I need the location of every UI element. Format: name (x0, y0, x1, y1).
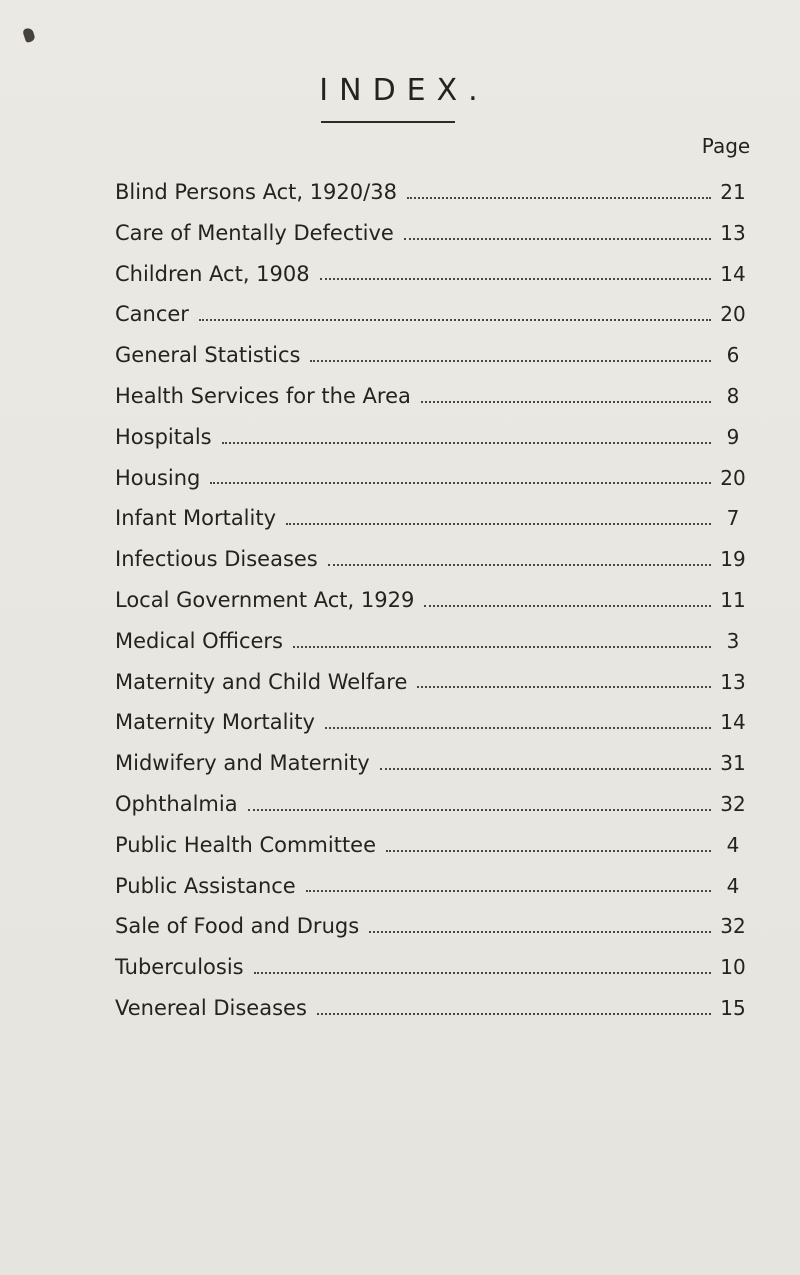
index-entry (115, 254, 755, 295)
index-entry (115, 662, 755, 703)
dot-leader (325, 727, 711, 729)
index-entry (115, 172, 755, 213)
entry-page-number: 3 (726, 628, 740, 653)
entry-label: Midwifery and Maternity (115, 751, 370, 776)
index-entry (115, 743, 755, 784)
entry-label: Cancer (115, 302, 189, 327)
dot-leader (254, 972, 711, 974)
entry-page-number: 13 (720, 220, 746, 245)
entry-page-number: 21 (720, 180, 746, 204)
entry-page-number: 31 (720, 751, 746, 776)
index-entry (115, 580, 755, 621)
dot-leader (320, 278, 711, 280)
entry-page-number: 13 (720, 669, 746, 694)
index-entry (115, 417, 755, 458)
dot-leader (306, 890, 711, 892)
dot-leader (424, 605, 711, 607)
entry-page-number: 10 (720, 955, 746, 980)
index-entry (115, 621, 755, 662)
dot-leader (369, 931, 711, 933)
index-entry (115, 539, 755, 580)
entry-page-number: 19 (720, 547, 746, 572)
entry-label: Infectious Diseases (115, 547, 318, 572)
entry-label: Public Health Committee (115, 832, 377, 857)
entry-page-number: 20 (720, 465, 746, 490)
ink-blot-mark (22, 27, 36, 43)
entry-label: Medical Officers (115, 628, 283, 653)
index-entry (115, 702, 755, 743)
entry-label: Children Act, 1908 (115, 261, 310, 286)
entry-label: Care of Mentally Defective (115, 220, 394, 245)
entry-label: Public Assistance (115, 873, 296, 898)
page-column-heading: Page (701, 134, 751, 158)
index-entry (115, 988, 755, 1029)
entry-label: Maternity and Child Welfare (115, 669, 408, 694)
entry-label: Blind Persons Act, 1920/38 (115, 180, 397, 204)
dot-leader (407, 197, 711, 199)
entry-label: Health Services for the Area (115, 383, 411, 408)
dot-leader (199, 319, 711, 321)
entry-page-number: 4 (726, 832, 740, 857)
entry-label: Venereal Diseases (115, 995, 307, 1020)
index-entry (115, 784, 755, 825)
entry-label: Sale of Food and Drugs (115, 914, 360, 939)
dot-leader (317, 1013, 711, 1015)
entry-label: Tuberculosis (115, 955, 244, 980)
entry-page-number: 8 (726, 383, 740, 408)
title-divider (321, 121, 455, 123)
entry-page-number: 15 (720, 995, 746, 1020)
entry-label: Hospitals (115, 424, 212, 449)
entry-label: Infant Mortality (115, 506, 277, 531)
entry-page-number: 32 (720, 791, 746, 816)
index-entry (115, 906, 755, 947)
dot-leader (248, 809, 711, 811)
dot-leader (386, 850, 711, 852)
index-entry (115, 294, 755, 335)
dot-leader (328, 564, 711, 566)
entry-page-number: 32 (720, 914, 746, 939)
index-entry (115, 947, 755, 988)
entry-page-number: 20 (720, 302, 746, 327)
entry-label: Ophthalmia (115, 791, 238, 816)
entry-page-number: 4 (726, 873, 740, 898)
index-entries (115, 172, 755, 1029)
dot-leader (310, 360, 711, 362)
dot-leader (380, 768, 711, 770)
entry-label: Maternity Mortality (115, 710, 315, 735)
page-title: INDEX. (319, 73, 489, 109)
index-entry (115, 376, 755, 417)
dot-leader (404, 238, 711, 240)
entry-page-number: 14 (720, 261, 746, 286)
entry-label: Housing (115, 465, 201, 490)
entry-page-number: 6 (726, 343, 740, 368)
entry-page-number: 11 (720, 587, 746, 612)
index-entry (115, 498, 755, 539)
entry-page-number: 14 (720, 710, 746, 735)
entry-page-number: 9 (726, 424, 740, 449)
dot-leader (421, 401, 711, 403)
index-entry (115, 458, 755, 499)
dot-leader (210, 482, 711, 484)
index-entry (115, 866, 755, 907)
index-entry (115, 825, 755, 866)
dot-leader (417, 686, 711, 688)
entry-label: General Statistics (115, 343, 301, 368)
dot-leader (293, 646, 711, 648)
index-entry (115, 213, 755, 254)
dot-leader (286, 523, 711, 525)
entry-page-number: 7 (726, 506, 740, 531)
dot-leader (222, 442, 711, 444)
entry-label: Local Government Act, 1929 (115, 587, 415, 612)
index-entry (115, 335, 755, 376)
